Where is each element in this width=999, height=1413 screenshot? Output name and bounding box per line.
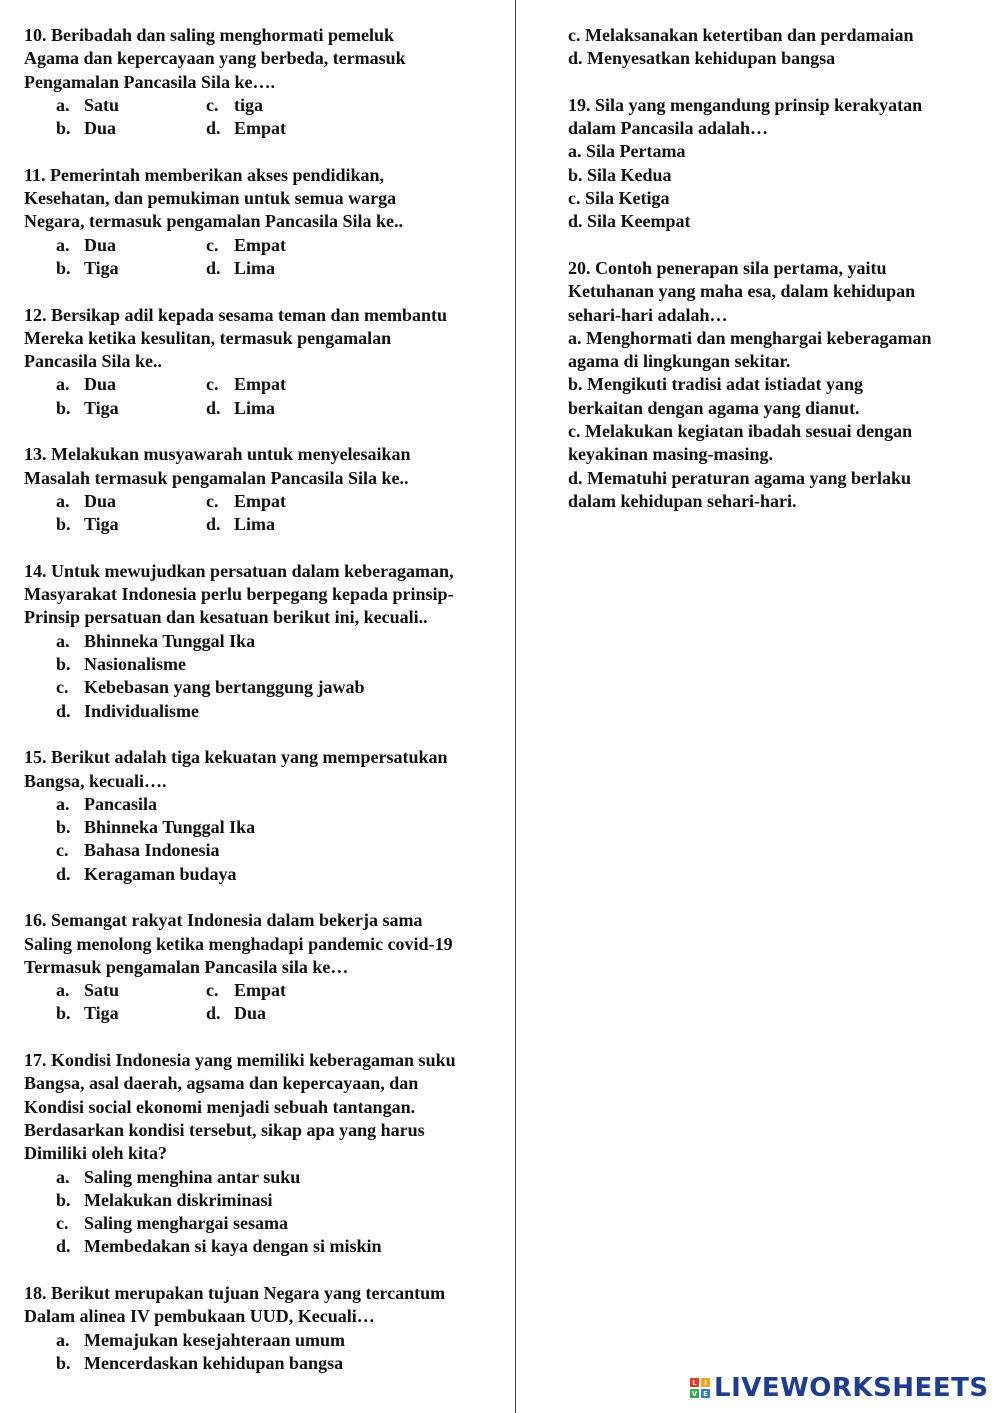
- option-text: Lima: [234, 257, 276, 278]
- answer-option: [206, 117, 356, 140]
- question-block: [568, 94, 988, 234]
- option-text: Melakukan diskriminasi: [84, 1189, 273, 1210]
- option-text: Satu: [84, 94, 120, 115]
- logo-mark-letter: I: [701, 1378, 710, 1387]
- answer-option: [56, 373, 206, 396]
- question-block: [568, 257, 988, 513]
- question-text-line: Ketuhanan yang maha esa, dalam kehidupan: [568, 281, 916, 302]
- question-text-line: Prinsip persatuan dan kesatuan berikut ini, kecuali..: [24, 607, 428, 628]
- option-letter: a.: [56, 374, 70, 395]
- question-text-line: 13. Melakukan musyawarah untuk menyelesaikan: [24, 444, 411, 465]
- question-text-line: Mereka ketika kesulitan, termasuk pengamalan: [24, 327, 392, 348]
- option-text: Mencerdaskan kehidupan bangsa: [84, 1352, 344, 1373]
- option-letter: a.: [56, 490, 70, 511]
- question-text-line: c. Melakukan kegiatan ibadah sesuai dengan: [568, 421, 913, 442]
- question-text-line: Bangsa, kecuali….: [24, 770, 167, 791]
- option-letter: a.: [56, 94, 70, 115]
- answer-option: [24, 839, 514, 862]
- question-text-line: 12. Bersikap adil kepada sesama teman dan membantu: [24, 304, 448, 325]
- option-text: Kebebasan yang bertanggung jawab: [84, 677, 365, 698]
- logo-mark-letter: V: [691, 1389, 698, 1398]
- option-letter: d.: [56, 863, 71, 884]
- option-text: Memajukan kesejahteraan umum: [84, 1329, 345, 1350]
- question-text-line: b. Mengikuti tradisi adat istiadat yang: [568, 374, 864, 395]
- question-block: [24, 746, 514, 886]
- logo-mark-letter: E: [701, 1389, 710, 1398]
- logo-mark-icon: [690, 1378, 710, 1398]
- answer-option: [24, 816, 514, 839]
- option-text: Tiga: [84, 514, 119, 535]
- option-text: Dua: [84, 118, 117, 139]
- option-letter: a.: [56, 1166, 70, 1187]
- option-text: Tiga: [84, 257, 119, 278]
- option-text: Dua: [84, 490, 117, 511]
- question-text-line: Saling menolong ketika menghadapi pandemic covid-19: [24, 933, 453, 954]
- answer-option: [24, 653, 514, 676]
- question-text-line: 16. Semangat rakyat Indonesia dalam bekerja sama: [24, 910, 423, 931]
- option-text: Pancasila: [84, 793, 158, 814]
- option-row: [24, 397, 514, 420]
- option-text: Keragaman budaya: [84, 863, 237, 884]
- question-text-line: d. Mematuhi peraturan agama yang berlaku: [568, 467, 912, 488]
- question-block: [24, 24, 514, 140]
- question-text-line: 17. Kondisi Indonesia yang memiliki keberagaman suku: [24, 1050, 456, 1071]
- question-text-line: dalam Pancasila adalah…: [568, 118, 769, 139]
- question-block: [24, 164, 514, 280]
- option-letter: c.: [206, 94, 219, 115]
- answer-option: [206, 397, 356, 420]
- answer-option: [206, 490, 356, 513]
- question-text-line: berkaitan dengan agama yang dianut.: [568, 397, 860, 418]
- logo-mark-letter: L: [690, 1378, 699, 1387]
- option-letter: c.: [56, 677, 69, 698]
- answer-option: [24, 630, 514, 653]
- option-text: Lima: [234, 397, 276, 418]
- question-block: [24, 443, 514, 536]
- option-list: [24, 1166, 514, 1259]
- question-text-line: c. Sila Ketiga: [568, 188, 670, 209]
- option-row: [24, 513, 514, 536]
- question-text-line: dalam kehidupan sehari-hari.: [568, 490, 797, 511]
- answer-option: [24, 1352, 514, 1375]
- left-column: [24, 24, 514, 1399]
- option-letter: b.: [56, 654, 71, 675]
- question-text-line: 20. Contoh penerapan sila pertama, yaitu: [568, 257, 887, 278]
- answer-option: [56, 513, 206, 536]
- question-text-line: agama di lingkungan sekitar.: [568, 351, 791, 372]
- question-text-line: Pengamalan Pancasila Sila ke….: [24, 71, 276, 92]
- question-block: [24, 909, 514, 1025]
- option-text: Tiga: [84, 1003, 119, 1024]
- option-text: Dua: [84, 374, 117, 395]
- option-letter: a.: [56, 793, 70, 814]
- option-text: Saling menghina antar suku: [84, 1166, 301, 1187]
- option-letter: b.: [56, 397, 71, 418]
- question-block: [24, 304, 514, 420]
- option-letter: b.: [56, 118, 71, 139]
- right-column: [568, 24, 988, 537]
- answer-option: [56, 257, 206, 280]
- question-block: [24, 1049, 514, 1259]
- question-text-line: Masalah termasuk pengamalan Pancasila Sila ke..: [24, 467, 409, 488]
- question-text-line: 10. Beribadah dan saling menghormati pemeluk: [24, 25, 395, 45]
- option-row: [24, 490, 514, 513]
- option-list: [24, 630, 514, 723]
- question-text-line: Dimiliki oleh kita?: [24, 1143, 168, 1164]
- option-letter: d.: [206, 118, 221, 139]
- question-text-line: sehari-hari adalah…: [568, 304, 728, 325]
- answer-option: [24, 700, 514, 723]
- question-text-line: 15. Berikut adalah tiga kekuatan yang mempersatukan: [24, 747, 448, 768]
- option-row: [24, 1002, 514, 1025]
- option-letter: b.: [56, 1189, 71, 1210]
- option-letter: b.: [56, 817, 71, 838]
- option-text: Bhinneka Tunggal Ika: [84, 817, 256, 838]
- option-letter: b.: [56, 1003, 71, 1024]
- option-letter: c.: [56, 840, 69, 861]
- answer-option: [24, 793, 514, 816]
- answer-option: [24, 1189, 514, 1212]
- option-text: Bhinneka Tunggal Ika: [84, 630, 256, 651]
- question-text-line: Pancasila Sila ke..: [24, 351, 163, 372]
- question-text-line: b. Sila Kedua: [568, 164, 672, 185]
- option-letter: a.: [56, 630, 70, 651]
- question-text-line: Termasuk pengamalan Pancasila sila ke…: [24, 956, 349, 977]
- option-row: [24, 94, 514, 117]
- answer-option: [56, 1002, 206, 1025]
- option-letter: c.: [206, 374, 219, 395]
- answer-option: [56, 117, 206, 140]
- answer-option: [24, 1166, 514, 1189]
- option-list: [24, 1329, 514, 1376]
- question-text-line: 19. Sila yang mengandung prinsip kerakyatan: [568, 94, 923, 115]
- answer-option: [24, 863, 514, 886]
- logo-text: LIVEWORKSHEETS: [714, 1373, 989, 1403]
- answer-option: [24, 1212, 514, 1235]
- option-letter: a.: [56, 980, 70, 1001]
- option-letter: b.: [56, 1352, 71, 1373]
- column-divider: [515, 0, 516, 1413]
- answer-option: [206, 513, 356, 536]
- answer-option: [206, 1002, 356, 1025]
- answer-option: [24, 676, 514, 699]
- answer-option: [24, 1329, 514, 1352]
- option-text: Empat: [234, 374, 287, 395]
- option-row: [24, 979, 514, 1002]
- answer-option: [24, 1235, 514, 1258]
- option-letter: b.: [56, 514, 71, 535]
- answer-option: [206, 234, 356, 257]
- answer-option: [206, 257, 356, 280]
- question-text-line: 18. Berikut merupakan tujuan Negara yang tercantum: [24, 1283, 446, 1304]
- answer-option: [56, 234, 206, 257]
- option-letter: d.: [206, 397, 221, 418]
- option-letter: d.: [206, 1003, 221, 1024]
- option-text: Nasionalisme: [84, 654, 187, 675]
- answer-option: [206, 979, 356, 1002]
- question-text-line: a. Sila Pertama: [568, 141, 686, 162]
- option-letter: b.: [56, 257, 71, 278]
- question-text-line: d. Sila Keempat: [568, 211, 691, 232]
- question-text-line: Kesehatan, dan pemukiman untuk semua warga: [24, 188, 397, 209]
- option-list: [24, 793, 514, 886]
- option-text: tiga: [234, 94, 263, 115]
- option-letter: c.: [206, 490, 219, 511]
- answer-option: [206, 94, 356, 117]
- question-text-line: 14. Untuk mewujudkan persatuan dalam keberagaman,: [24, 560, 454, 581]
- option-text: Lima: [234, 514, 276, 535]
- option-letter: d.: [56, 700, 71, 721]
- question-text-line: d. Menyesatkan kehidupan bangsa: [568, 48, 836, 69]
- question-text-line: Dalam alinea IV pembukaan UUD, Kecuali…: [24, 1306, 375, 1327]
- option-letter: d.: [206, 257, 221, 278]
- answer-option: [56, 979, 206, 1002]
- question-text-line: Negara, termasuk pengamalan Pancasila Sila ke..: [24, 211, 404, 232]
- question-block: [24, 1282, 514, 1375]
- question-text-line: 11. Pemerintah memberikan akses pendidikan,: [24, 164, 385, 185]
- option-text: Membedakan si kaya dengan si miskin: [84, 1236, 382, 1257]
- option-letter: a.: [56, 1329, 70, 1350]
- answer-option: [56, 94, 206, 117]
- option-text: Bahasa Indonesia: [84, 840, 220, 861]
- question-block: [24, 560, 514, 723]
- option-text: Dua: [84, 234, 117, 255]
- question-text-line: keyakinan masing-masing.: [568, 444, 774, 465]
- option-text: Saling menghargai sesama: [84, 1213, 289, 1234]
- option-row: [24, 257, 514, 280]
- option-letter: c.: [56, 1213, 69, 1234]
- option-text: Empat: [234, 118, 287, 139]
- option-text: Empat: [234, 234, 287, 255]
- option-letter: c.: [206, 980, 219, 1001]
- answer-option: [56, 397, 206, 420]
- question-text-line: Kondisi social ekonomi menjadi sebuah tantangan.: [24, 1096, 416, 1117]
- answer-option: [56, 490, 206, 513]
- option-row: [24, 117, 514, 140]
- question-text-line: a. Menghormati dan menghargai keberagaman: [568, 327, 932, 348]
- answer-option: [206, 373, 356, 396]
- question-text-line: Masyarakat Indonesia perlu berpegang kepada prinsip-: [24, 584, 454, 605]
- option-letter: d.: [56, 1236, 71, 1257]
- liveworksheets-logo: [690, 1371, 989, 1405]
- option-text: Dua: [234, 1003, 267, 1024]
- question-text-line: Agama dan kepercayaan yang berbeda, termasuk: [24, 48, 406, 69]
- option-text: Individualisme: [84, 700, 200, 721]
- option-text: Tiga: [84, 397, 119, 418]
- option-letter: d.: [206, 514, 221, 535]
- option-text: Empat: [234, 980, 287, 1001]
- option-letter: a.: [56, 234, 70, 255]
- option-text: Satu: [84, 980, 120, 1001]
- option-text: Empat: [234, 490, 287, 511]
- question-text-line: Bangsa, asal daerah, agsama dan kepercayaan, dan: [24, 1073, 419, 1094]
- option-row: [24, 373, 514, 396]
- question-block: [568, 24, 988, 71]
- question-text-line: Berdasarkan kondisi tersebut, sikap apa yang harus: [24, 1119, 425, 1140]
- option-letter: c.: [206, 234, 219, 255]
- question-text-line: c. Melaksanakan ketertiban dan perdamaian: [568, 25, 914, 45]
- option-row: [24, 234, 514, 257]
